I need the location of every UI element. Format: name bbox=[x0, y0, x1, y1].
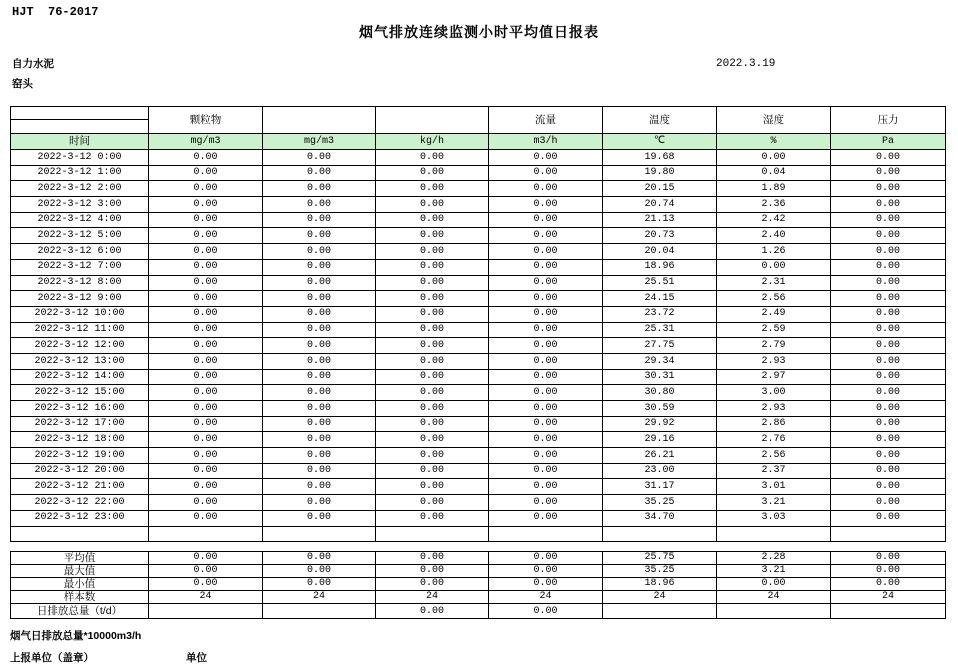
blank-cell bbox=[831, 526, 946, 541]
value-cell: 18.96 bbox=[603, 259, 717, 275]
data-row bbox=[11, 353, 946, 369]
value-cell: 0.00 bbox=[489, 338, 603, 354]
value-cell: 0.00 bbox=[489, 432, 603, 448]
value-cell: 0.00 bbox=[717, 150, 831, 166]
value-cell: 2.56 bbox=[717, 291, 831, 307]
data-row bbox=[11, 212, 946, 228]
value-cell: 0.00 bbox=[263, 338, 376, 354]
summary-value-cell bbox=[831, 604, 946, 619]
time-cell: 2022-3-12 20:00 bbox=[11, 463, 149, 479]
summary-row bbox=[11, 565, 946, 578]
blank-row bbox=[11, 526, 946, 541]
value-cell: 3.21 bbox=[717, 495, 831, 511]
footer-volume-note: 烟气日排放总量*10000m3/h bbox=[10, 630, 142, 642]
value-cell: 0.00 bbox=[263, 369, 376, 385]
value-cell: 29.34 bbox=[603, 353, 717, 369]
value-cell: 0.00 bbox=[831, 463, 946, 479]
summary-value-cell: 0.00 bbox=[149, 565, 263, 578]
value-cell: 2.59 bbox=[717, 322, 831, 338]
value-cell: 0.00 bbox=[263, 212, 376, 228]
time-cell: 2022-3-12 15:00 bbox=[11, 385, 149, 401]
value-cell: 0.00 bbox=[263, 401, 376, 417]
value-cell: 0.00 bbox=[149, 369, 263, 385]
data-row bbox=[11, 291, 946, 307]
time-cell: 2022-3-12 1:00 bbox=[11, 165, 149, 181]
value-cell: 23.72 bbox=[603, 306, 717, 322]
unit-celsius: ℃ bbox=[603, 134, 717, 150]
value-cell: 0.00 bbox=[376, 306, 489, 322]
summary-label-cell: 日排放总量（t/d） bbox=[11, 604, 149, 619]
value-cell: 0.00 bbox=[831, 338, 946, 354]
value-cell: 0.00 bbox=[376, 463, 489, 479]
value-cell: 0.00 bbox=[149, 416, 263, 432]
header-empty-cell bbox=[11, 120, 149, 134]
value-cell: 0.00 bbox=[149, 291, 263, 307]
summary-table bbox=[10, 551, 946, 619]
header-particulate: 颗粒物 bbox=[149, 107, 263, 134]
value-cell: 0.00 bbox=[831, 416, 946, 432]
value-cell: 0.00 bbox=[263, 275, 376, 291]
value-cell: 0.00 bbox=[149, 306, 263, 322]
value-cell: 2.56 bbox=[717, 448, 831, 464]
value-cell: 24.15 bbox=[603, 291, 717, 307]
time-cell: 2022-3-12 23:00 bbox=[11, 510, 149, 526]
value-cell: 0.00 bbox=[149, 322, 263, 338]
value-cell: 0.00 bbox=[149, 479, 263, 495]
value-cell: 20.15 bbox=[603, 181, 717, 197]
header-flow: 流量 bbox=[489, 107, 603, 134]
value-cell: 0.00 bbox=[376, 432, 489, 448]
value-cell: 0.00 bbox=[376, 322, 489, 338]
value-cell: 0.00 bbox=[263, 432, 376, 448]
value-cell: 0.00 bbox=[489, 181, 603, 197]
value-cell: 0.00 bbox=[831, 275, 946, 291]
value-cell: 0.00 bbox=[376, 228, 489, 244]
data-row bbox=[11, 510, 946, 526]
blank-cell bbox=[603, 526, 717, 541]
time-cell: 2022-3-12 0:00 bbox=[11, 150, 149, 166]
summary-value-cell bbox=[149, 604, 263, 619]
value-cell: 0.00 bbox=[376, 212, 489, 228]
summary-value-cell: 0.00 bbox=[489, 552, 603, 565]
data-row bbox=[11, 338, 946, 354]
blank-cell bbox=[263, 526, 376, 541]
value-cell: 0.00 bbox=[263, 165, 376, 181]
summary-value-cell: 0.00 bbox=[489, 565, 603, 578]
value-cell: 0.00 bbox=[376, 165, 489, 181]
blank-cell bbox=[376, 526, 489, 541]
unit-mgm3: mg/m3 bbox=[149, 134, 263, 150]
value-cell: 0.00 bbox=[376, 416, 489, 432]
summary-value-cell: 3.21 bbox=[717, 565, 831, 578]
time-cell: 2022-3-12 18:00 bbox=[11, 432, 149, 448]
value-cell: 0.00 bbox=[489, 448, 603, 464]
summary-value-cell: 24 bbox=[376, 591, 489, 604]
value-cell: 2.93 bbox=[717, 401, 831, 417]
value-cell: 0.00 bbox=[149, 401, 263, 417]
value-cell: 0.00 bbox=[149, 181, 263, 197]
value-cell: 26.21 bbox=[603, 448, 717, 464]
value-cell: 0.00 bbox=[263, 479, 376, 495]
value-cell: 0.00 bbox=[263, 495, 376, 511]
summary-label-cell: 样本数 bbox=[11, 591, 149, 604]
monitoring-data-table bbox=[10, 106, 946, 542]
summary-row bbox=[11, 604, 946, 619]
value-cell: 0.00 bbox=[489, 228, 603, 244]
value-cell: 0.00 bbox=[489, 244, 603, 260]
value-cell: 0.00 bbox=[831, 228, 946, 244]
value-cell: 0.00 bbox=[831, 432, 946, 448]
summary-value-cell: 24 bbox=[831, 591, 946, 604]
value-cell: 2.31 bbox=[717, 275, 831, 291]
summary-row bbox=[11, 552, 946, 565]
value-cell: 0.00 bbox=[376, 353, 489, 369]
value-cell: 0.00 bbox=[149, 212, 263, 228]
time-cell: 2022-3-12 5:00 bbox=[11, 228, 149, 244]
value-cell: 0.00 bbox=[489, 479, 603, 495]
value-cell: 0.00 bbox=[489, 291, 603, 307]
value-cell: 0.00 bbox=[149, 495, 263, 511]
data-row bbox=[11, 275, 946, 291]
blank-cell bbox=[489, 526, 603, 541]
value-cell: 0.00 bbox=[263, 306, 376, 322]
value-cell: 0.00 bbox=[489, 150, 603, 166]
data-row bbox=[11, 401, 946, 417]
value-cell: 0.00 bbox=[376, 244, 489, 260]
time-cell: 2022-3-12 21:00 bbox=[11, 479, 149, 495]
data-row bbox=[11, 165, 946, 181]
value-cell: 0.00 bbox=[263, 228, 376, 244]
time-cell: 2022-3-12 10:00 bbox=[11, 306, 149, 322]
value-cell: 0.00 bbox=[149, 244, 263, 260]
header-humidity: 湿度 bbox=[717, 107, 831, 134]
value-cell: 2.42 bbox=[717, 212, 831, 228]
value-cell: 2.49 bbox=[717, 306, 831, 322]
value-cell: 0.00 bbox=[149, 150, 263, 166]
header-pressure: 压力 bbox=[831, 107, 946, 134]
summary-row bbox=[11, 578, 946, 591]
summary-value-cell: 0.00 bbox=[489, 604, 603, 619]
data-row bbox=[11, 322, 946, 338]
value-cell: 29.16 bbox=[603, 432, 717, 448]
group-header-row bbox=[11, 107, 946, 120]
value-cell: 0.00 bbox=[376, 275, 489, 291]
time-cell: 2022-3-12 19:00 bbox=[11, 448, 149, 464]
value-cell: 0.00 bbox=[376, 291, 489, 307]
value-cell: 0.00 bbox=[376, 510, 489, 526]
data-row bbox=[11, 385, 946, 401]
value-cell: 2.40 bbox=[717, 228, 831, 244]
summary-value-cell: 24 bbox=[149, 591, 263, 604]
value-cell: 0.00 bbox=[831, 510, 946, 526]
summary-label-cell: 最小值 bbox=[11, 578, 149, 591]
unit-kgh: kg/h bbox=[376, 134, 489, 150]
summary-value-cell: 0.00 bbox=[489, 578, 603, 591]
summary-value-cell bbox=[263, 604, 376, 619]
value-cell: 2.97 bbox=[717, 369, 831, 385]
value-cell: 0.00 bbox=[263, 244, 376, 260]
value-cell: 2.86 bbox=[717, 416, 831, 432]
summary-value-cell: 0.00 bbox=[717, 578, 831, 591]
value-cell: 0.00 bbox=[263, 448, 376, 464]
value-cell: 0.00 bbox=[376, 448, 489, 464]
data-row bbox=[11, 244, 946, 260]
value-cell: 0.00 bbox=[263, 197, 376, 213]
summary-label-cell: 最大值 bbox=[11, 565, 149, 578]
value-cell: 0.00 bbox=[489, 197, 603, 213]
time-cell: 2022-3-12 14:00 bbox=[11, 369, 149, 385]
value-cell: 0.00 bbox=[149, 510, 263, 526]
data-row bbox=[11, 495, 946, 511]
value-cell: 0.00 bbox=[149, 275, 263, 291]
value-cell: 0.00 bbox=[149, 448, 263, 464]
time-cell: 2022-3-12 22:00 bbox=[11, 495, 149, 511]
value-cell: 2.93 bbox=[717, 353, 831, 369]
value-cell: 0.00 bbox=[831, 181, 946, 197]
unit-mgm3: mg/m3 bbox=[263, 134, 376, 150]
summary-value-cell: 25.75 bbox=[603, 552, 717, 565]
summary-value-cell bbox=[603, 604, 717, 619]
value-cell: 19.68 bbox=[603, 150, 717, 166]
value-cell: 0.00 bbox=[263, 385, 376, 401]
value-cell: 20.73 bbox=[603, 228, 717, 244]
value-cell: 0.00 bbox=[489, 165, 603, 181]
header-temperature: 温度 bbox=[603, 107, 717, 134]
value-cell: 23.00 bbox=[603, 463, 717, 479]
summary-value-cell: 0.00 bbox=[831, 578, 946, 591]
value-cell: 0.00 bbox=[489, 212, 603, 228]
value-cell: 0.00 bbox=[489, 495, 603, 511]
data-row bbox=[11, 369, 946, 385]
value-cell: 0.00 bbox=[831, 385, 946, 401]
value-cell: 0.00 bbox=[263, 463, 376, 479]
doc-standard-code: HJT 76-2017 bbox=[12, 5, 99, 19]
summary-value-cell: 0.00 bbox=[263, 578, 376, 591]
value-cell: 0.00 bbox=[149, 259, 263, 275]
value-cell: 0.00 bbox=[149, 228, 263, 244]
value-cell: 0.00 bbox=[831, 369, 946, 385]
value-cell: 0.00 bbox=[149, 432, 263, 448]
value-cell: 0.00 bbox=[831, 448, 946, 464]
time-column-header: 时间 bbox=[11, 134, 149, 150]
blank-cell bbox=[717, 526, 831, 541]
value-cell: 0.00 bbox=[263, 353, 376, 369]
unit-m3h: m3/h bbox=[489, 134, 603, 150]
company-name: 自力水泥 bbox=[12, 58, 54, 70]
value-cell: 30.59 bbox=[603, 401, 717, 417]
time-cell: 2022-3-12 4:00 bbox=[11, 212, 149, 228]
value-cell: 0.00 bbox=[263, 510, 376, 526]
value-cell: 2.37 bbox=[717, 463, 831, 479]
time-cell: 2022-3-12 12:00 bbox=[11, 338, 149, 354]
value-cell: 0.00 bbox=[717, 259, 831, 275]
value-cell: 25.51 bbox=[603, 275, 717, 291]
value-cell: 20.74 bbox=[603, 197, 717, 213]
value-cell: 2.76 bbox=[717, 432, 831, 448]
time-cell: 2022-3-12 3:00 bbox=[11, 197, 149, 213]
value-cell: 0.00 bbox=[831, 479, 946, 495]
value-cell: 25.31 bbox=[603, 322, 717, 338]
value-cell: 0.00 bbox=[489, 353, 603, 369]
value-cell: 0.00 bbox=[831, 212, 946, 228]
time-cell: 2022-3-12 7:00 bbox=[11, 259, 149, 275]
blank-cell bbox=[149, 526, 263, 541]
summary-value-cell: 0.00 bbox=[376, 552, 489, 565]
value-cell: 0.00 bbox=[831, 322, 946, 338]
summary-label-cell: 平均值 bbox=[11, 552, 149, 565]
value-cell: 0.00 bbox=[831, 353, 946, 369]
value-cell: 30.80 bbox=[603, 385, 717, 401]
data-row bbox=[11, 416, 946, 432]
value-cell: 0.00 bbox=[376, 150, 489, 166]
value-cell: 3.03 bbox=[717, 510, 831, 526]
monitoring-point-name: 窑头 bbox=[12, 78, 33, 90]
data-row bbox=[11, 479, 946, 495]
blank-cell bbox=[11, 526, 149, 541]
value-cell: 30.31 bbox=[603, 369, 717, 385]
value-cell: 0.00 bbox=[376, 197, 489, 213]
value-cell: 0.00 bbox=[376, 181, 489, 197]
value-cell: 2.79 bbox=[717, 338, 831, 354]
report-date: 2022.3.19 bbox=[716, 58, 776, 70]
value-cell: 0.00 bbox=[489, 401, 603, 417]
value-cell: 0.00 bbox=[831, 244, 946, 260]
data-row bbox=[11, 150, 946, 166]
data-row bbox=[11, 228, 946, 244]
summary-value-cell: 0.00 bbox=[831, 565, 946, 578]
value-cell: 20.04 bbox=[603, 244, 717, 260]
unit-pa: Pa bbox=[831, 134, 946, 150]
unit-header-row bbox=[11, 134, 946, 150]
value-cell: 0.00 bbox=[149, 165, 263, 181]
data-row bbox=[11, 448, 946, 464]
value-cell: 0.00 bbox=[489, 385, 603, 401]
value-cell: 0.00 bbox=[831, 259, 946, 275]
value-cell: 0.00 bbox=[831, 291, 946, 307]
header-empty-cell bbox=[263, 107, 376, 134]
value-cell: 0.00 bbox=[149, 385, 263, 401]
value-cell: 0.00 bbox=[831, 150, 946, 166]
time-cell: 2022-3-12 8:00 bbox=[11, 275, 149, 291]
value-cell: 0.00 bbox=[831, 197, 946, 213]
value-cell: 0.00 bbox=[263, 322, 376, 338]
header-empty-cell bbox=[11, 107, 149, 120]
summary-value-cell: 0.00 bbox=[376, 565, 489, 578]
time-cell: 2022-3-12 9:00 bbox=[11, 291, 149, 307]
data-row bbox=[11, 463, 946, 479]
summary-row bbox=[11, 591, 946, 604]
value-cell: 21.13 bbox=[603, 212, 717, 228]
summary-value-cell: 18.96 bbox=[603, 578, 717, 591]
page-title: 烟气排放连续监测小时平均值日报表 bbox=[359, 24, 599, 40]
value-cell: 29.92 bbox=[603, 416, 717, 432]
summary-value-cell: 2.28 bbox=[717, 552, 831, 565]
value-cell: 0.00 bbox=[376, 401, 489, 417]
value-cell: 31.17 bbox=[603, 479, 717, 495]
value-cell: 0.00 bbox=[376, 369, 489, 385]
value-cell: 0.00 bbox=[489, 463, 603, 479]
summary-value-cell: 0.00 bbox=[149, 578, 263, 591]
value-cell: 0.00 bbox=[149, 353, 263, 369]
value-cell: 0.00 bbox=[489, 322, 603, 338]
data-row bbox=[11, 432, 946, 448]
time-cell: 2022-3-12 6:00 bbox=[11, 244, 149, 260]
summary-value-cell: 0.00 bbox=[149, 552, 263, 565]
value-cell: 0.00 bbox=[149, 197, 263, 213]
value-cell: 0.00 bbox=[263, 181, 376, 197]
time-cell: 2022-3-12 13:00 bbox=[11, 353, 149, 369]
time-cell: 2022-3-12 17:00 bbox=[11, 416, 149, 432]
value-cell: 0.00 bbox=[489, 259, 603, 275]
time-cell: 2022-3-12 16:00 bbox=[11, 401, 149, 417]
value-cell: 2.36 bbox=[717, 197, 831, 213]
summary-value-cell: 0.00 bbox=[263, 552, 376, 565]
summary-value-cell: 35.25 bbox=[603, 565, 717, 578]
value-cell: 34.70 bbox=[603, 510, 717, 526]
value-cell: 0.00 bbox=[376, 495, 489, 511]
summary-value-cell: 24 bbox=[603, 591, 717, 604]
summary-value-cell: 0.00 bbox=[376, 604, 489, 619]
value-cell: 0.00 bbox=[831, 165, 946, 181]
value-cell: 19.80 bbox=[603, 165, 717, 181]
summary-value-cell: 0.00 bbox=[263, 565, 376, 578]
value-cell: 0.00 bbox=[263, 259, 376, 275]
value-cell: 0.00 bbox=[149, 463, 263, 479]
data-row bbox=[11, 259, 946, 275]
value-cell: 27.75 bbox=[603, 338, 717, 354]
summary-value-cell: 24 bbox=[263, 591, 376, 604]
value-cell: 1.26 bbox=[717, 244, 831, 260]
value-cell: 0.00 bbox=[149, 338, 263, 354]
data-row bbox=[11, 197, 946, 213]
footer-unit-label: 单位 bbox=[186, 652, 207, 664]
value-cell: 0.00 bbox=[263, 416, 376, 432]
time-cell: 2022-3-12 11:00 bbox=[11, 322, 149, 338]
value-cell: 0.00 bbox=[376, 479, 489, 495]
value-cell: 0.00 bbox=[263, 150, 376, 166]
value-cell: 1.89 bbox=[717, 181, 831, 197]
value-cell: 0.00 bbox=[489, 306, 603, 322]
value-cell: 0.00 bbox=[263, 291, 376, 307]
value-cell: 0.00 bbox=[376, 385, 489, 401]
value-cell: 0.00 bbox=[831, 495, 946, 511]
time-cell: 2022-3-12 2:00 bbox=[11, 181, 149, 197]
value-cell: 0.00 bbox=[489, 369, 603, 385]
value-cell: 0.00 bbox=[831, 306, 946, 322]
summary-value-cell bbox=[717, 604, 831, 619]
summary-value-cell: 24 bbox=[489, 591, 603, 604]
value-cell: 0.00 bbox=[831, 401, 946, 417]
value-cell: 0.00 bbox=[376, 259, 489, 275]
value-cell: 0.04 bbox=[717, 165, 831, 181]
value-cell: 0.00 bbox=[489, 510, 603, 526]
footer-report-unit-label: 上报单位（盖章） bbox=[10, 652, 94, 664]
value-cell: 35.25 bbox=[603, 495, 717, 511]
value-cell: 3.00 bbox=[717, 385, 831, 401]
summary-value-cell: 24 bbox=[717, 591, 831, 604]
unit-percent: % bbox=[717, 134, 831, 150]
header-empty-cell bbox=[376, 107, 489, 134]
value-cell: 3.01 bbox=[717, 479, 831, 495]
value-cell: 0.00 bbox=[489, 416, 603, 432]
data-row bbox=[11, 181, 946, 197]
summary-value-cell: 0.00 bbox=[831, 552, 946, 565]
data-row bbox=[11, 306, 946, 322]
value-cell: 0.00 bbox=[489, 275, 603, 291]
value-cell: 0.00 bbox=[376, 338, 489, 354]
summary-value-cell: 0.00 bbox=[376, 578, 489, 591]
